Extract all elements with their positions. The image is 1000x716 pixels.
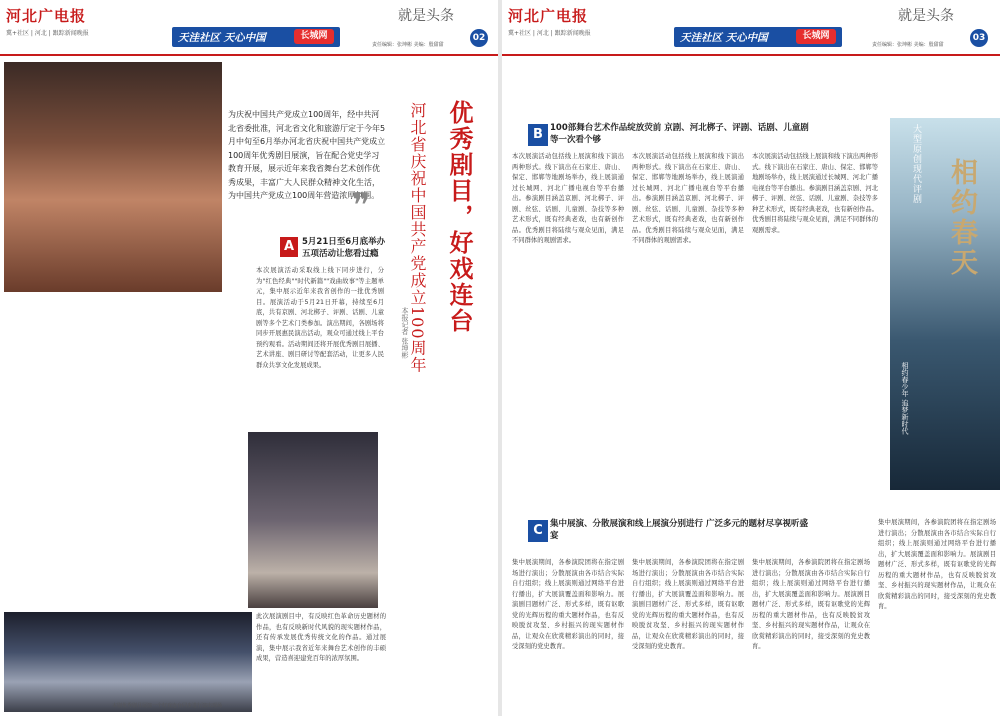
editor-info: 责任编辑：张坤彬 美编：殷甜甜: [872, 42, 944, 48]
section-a-title: 5月21日至6月底举办五项活动让您看过瘾: [302, 237, 386, 259]
section-b-col-2: 本次展演活动包括线上展演和线下演出两种形式。线下演出在石家庄、唐山、保定、邯郸等地剧场举办，线上展演通过长城网、河北广播电视台等平台播出。参演剧目涵盖京剧、河北梆子、评剧、丝弦、话剧、儿童剧、杂技等多种艺术形式，既有经典老戏，也有新创作品。优秀剧目将陆续与观众见面，满足不同群体的观剧需求。: [632, 153, 744, 244]
page-number: 02: [470, 29, 488, 47]
stage-photo-top: [4, 62, 222, 292]
logo-subtitle: 冀+社区 | 河北 | 跟踪新闻晚报: [6, 30, 89, 37]
section-b-col-1: 本次展演活动包括线上展演和线下演出两种形式。线下演出在石家庄、唐山、保定、邯郸等地剧场举办，线上展演通过长城网、河北广播电视台等平台播出。参演剧目涵盖京剧、河北梆子、评剧、丝弦、话剧、儿童剧、杂技等多种艺术形式，既有经典老戏，也有新创作品。优秀剧目将陆续与观众见面，满足不同群体的观剧需求。: [512, 153, 624, 244]
section-b-title: 100部舞台艺术作品绽放荧前 京剧、河北梆子、评剧、话剧、儿童剧等一次看个够: [550, 123, 809, 145]
section-c-col-1: 集中展演期间，各参演院团将在指定剧场进行演出；分散展演由各市结合实际自行组织；线上展演则通过网络平台进行播出，扩大展演覆盖面和影响力。展演剧目题材广泛、形式多样，既有讴歌党的光辉历程的重大题材作品，也有反映脱贫攻坚、乡村振兴的现实题材作品，让观众在欣赏精彩演出的同时，接受深刻的党史教育。: [512, 559, 624, 650]
band-logo-icon: 长城网: [294, 29, 334, 44]
logo-subtitle: 冀+社区 | 河北 | 跟踪新闻晚报: [508, 30, 591, 37]
section-a-badge: A: [280, 237, 298, 257]
section-c-title: 集中展演、分散展演和线上展演分别进行 广泛多元的题材尽享视听盛宴: [550, 519, 808, 541]
band-text: 天洼社区 天心中国: [680, 32, 768, 44]
section-b-badge: B: [528, 124, 548, 146]
poster-subtitle: 大型原创现代评剧: [911, 124, 921, 204]
left-header: [0, 0, 498, 56]
stage-photo-middle: [248, 432, 378, 608]
section-name: 就是头条: [898, 8, 954, 24]
right-header: [502, 0, 1000, 56]
section-c-col-3: 集中展演期间，各参演院团将在指定剧场进行演出；分散展演由各市结合实际自行组织；线上展演则通过网络平台进行播出，扩大展演覆盖面和影响力。展演剧目题材广泛、形式多样，既有讴歌党的光辉历程的重大题材作品，也有反映脱贫攻坚、乡村振兴的现实题材作品，让观众在欣赏精彩演出的同时，接受深刻的党史教育。: [752, 559, 870, 650]
intro-paragraph: 为庆祝中国共产党成立100周年，经中共河北省委批准，河北省文化和旅游厅定于今年5月中旬至6月举办河北省庆祝中国共产党成立100周年优秀剧目展演，旨在配合党史学习教育开展，展示近年来我省舞台艺术创作优秀成果，丰富广大人民群众精神文化生活，为中国共产党成立100周年营造浓厚氛围。: [228, 110, 386, 200]
byline: 本报记者 张坤彬: [401, 307, 409, 359]
section-name: 就是头条: [398, 8, 454, 24]
page-number: 03: [970, 29, 988, 47]
section-b-col-3: 本次展演活动包括线上展演和线下演出两种形式。线下演出在石家庄、唐山、保定、邯郸等地剧场举办，线上展演通过长城网、河北广播电视台等平台播出。参演剧目涵盖京剧、河北梆子、评剧、丝弦、话剧、儿童剧、杂技等多种艺术形式，既有经典老戏，也有新创作品。优秀剧目将陆续与观众见面，满足不同群体的观剧需求。: [752, 153, 878, 234]
newspaper-logo: 河北广电报: [6, 7, 87, 25]
quote-mark-icon: ❞: [352, 186, 371, 226]
section-a-body-2: 此次展演剧目中，有反映红色革命历史题材的作品，也有反映新时代风貌的现实题材作品，还有传承发展优秀传统文化的作品。通过展演，集中展示我省近年来舞台艺术创作的丰硕成果，营造喜迎建党百年的浓厚氛围。: [256, 613, 386, 662]
section-a-body: 本次展演活动采取线上线下同步进行，分为"红色经典""时代新篇""戏曲故事"等主题单元，集中展示近年来我省创作的一批优秀剧目。展演活动于5月21日开幕，持续至6月底，共有京剧、河北梆子、评剧、话剧、儿童剧等多个艺术门类参加。演出期间，各剧场将同步开展惠民演出活动，观众可通过线上平台预约观看。活动期间还将开展优秀剧目展播、艺术讲座、剧目研讨等配套活动，让更多人民群众共享文化发展成果。: [256, 267, 384, 369]
editor-info: 责任编辑：张坤彬 美编：殷甜甜: [372, 42, 444, 48]
header-band: [674, 27, 842, 47]
poster-quote: 相约春少年 追梦新时代: [901, 362, 909, 435]
right-page: [502, 0, 1000, 716]
section-c-badge: C: [528, 520, 548, 542]
band-text: 天洼社区 天心中国: [178, 32, 266, 44]
header-band: [172, 27, 340, 47]
headline-main: 优秀剧目，好戏连台: [445, 100, 474, 334]
poster-image: [890, 118, 1000, 490]
left-page: [0, 0, 498, 716]
photo-caption: 本剧优秀剧目展演一个好戏连台同步进行演出现场: [112, 703, 223, 709]
stage-photo-bottom: [4, 612, 252, 712]
newspaper-logo: 河北广电报: [508, 7, 589, 25]
section-c-col-2: 集中展演期间，各参演院团将在指定剧场进行演出；分散展演由各市结合实际自行组织；线上展演则通过网络平台进行播出，扩大展演覆盖面和影响力。展演剧目题材广泛、形式多样，既有讴歌党的光辉历程的重大题材作品，也有反映脱贫攻坚、乡村振兴的现实题材作品，让观众在欣赏精彩演出的同时，接受深刻的党史教育。: [632, 559, 744, 650]
headline-block: [396, 92, 498, 492]
poster-title: 相约春天: [946, 158, 977, 278]
section-c-col-4: 集中展演期间，各参演院团将在指定剧场进行演出；分散展演由各市结合实际自行组织；线上展演则通过网络平台进行播出，扩大展演覆盖面和影响力。展演剧目题材广泛、形式多样，既有讴歌党的光辉历程的重大题材作品，也有反映脱贫攻坚、乡村振兴的现实题材作品，让观众在欣赏精彩演出的同时，接受深刻的党史教育。: [878, 519, 996, 610]
band-logo-icon: 长城网: [796, 29, 836, 44]
headline-sub: 河北省庆祝中国共产党成立100周年: [408, 102, 427, 374]
